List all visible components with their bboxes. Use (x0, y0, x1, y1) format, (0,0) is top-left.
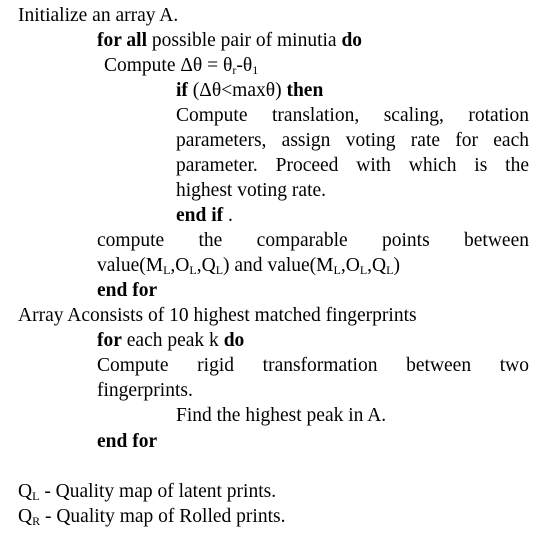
end-for-line (97, 278, 157, 303)
body-line-4: highest voting rate. (176, 180, 327, 201)
theta-r-sub: r (232, 63, 237, 77)
legend-ql: $Q_L$ - Quality map of latent prints. (18, 481, 277, 503)
do-keyword: do (341, 30, 363, 51)
body-line-2: parameters, assign voting rate for each (176, 130, 529, 151)
end-if-keyword: end if (176, 205, 224, 226)
end-for-keyword-2: end for (97, 431, 158, 452)
compute-delta-mid: -θ (236, 55, 253, 76)
do-keyword-2: do (223, 330, 245, 351)
then-keyword: then (286, 80, 324, 101)
end-for-keyword: end for (97, 280, 158, 301)
end-if-line: end if . (176, 205, 233, 226)
compute-delta-line (104, 53, 258, 78)
for-all-text: possible pair of minutia (151, 30, 337, 51)
for-each-line: for each peak k do (97, 330, 245, 351)
end-for-line-2 (97, 429, 157, 454)
for-all-line (97, 28, 362, 53)
legend-qr: $Q_R$ - Quality map of Rolled prints. (18, 506, 286, 528)
if-condition: (Δθ<maxθ) (192, 80, 282, 101)
rigid-line-1: Compute rigid transformation between two (97, 355, 529, 376)
theta-1-sub: 1 (252, 63, 259, 77)
compute-delta-text: Compute Δθ = θ (104, 55, 233, 76)
comparable-line-1: compute the comparable points between (97, 230, 529, 251)
if-line (176, 78, 323, 103)
for-all-keyword: for all (97, 30, 148, 51)
body-line-3: parameter. Proceed with which is the (176, 155, 529, 176)
comparable-line-2: $value(M_L,O_L,Q_L)$ and $value(M_L,O_L,Q_L)$ (97, 255, 400, 277)
if-keyword: if (176, 80, 188, 101)
init-line (18, 3, 178, 28)
array-line: Array Aconsists of 10 highest matched fingerprints (18, 305, 417, 326)
init-text: Initialize an array A. (18, 5, 179, 26)
rigid-line-2: fingerprints. (97, 380, 193, 401)
for-each-keyword: for (97, 330, 122, 351)
body-line-1: Compute translation, scaling, rotation (176, 105, 529, 126)
find-peak-line: Find the highest peak in A. (176, 405, 387, 426)
